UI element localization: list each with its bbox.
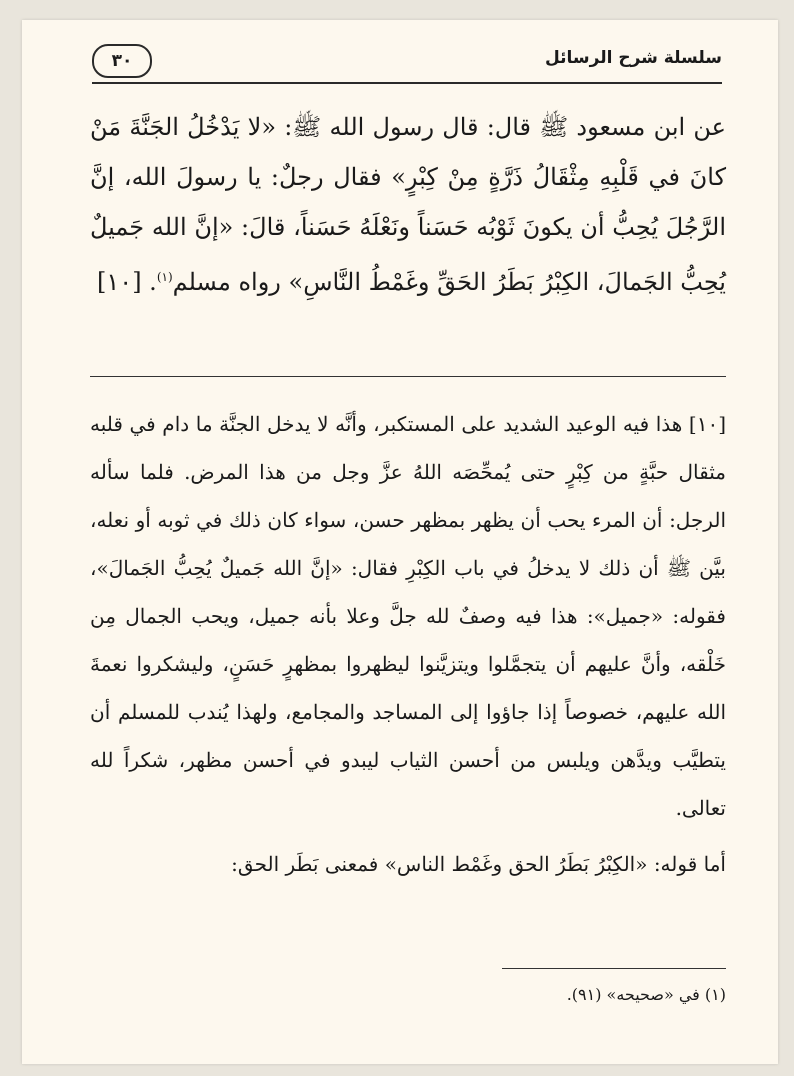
hadith-text-block	[90, 102, 726, 307]
footnote: (١) في «صحيحه» (٩١).	[566, 985, 726, 1004]
hadith-paragraph	[90, 102, 726, 307]
commentary-paragraph: [١٠] هذا فيه الوعيد الشديد على المستكبر، وأنَّه لا يدخل الجنَّة ما دام في قلبه مثقال حبَّةٍ من كِبْرٍ حتى يُمحِّصَه اللهُ عزَّ وجل من هذا المرض. فلما سأله الرجل: أن المرء يحب أن يظهر بمظهر حسن، سواء كان ذلك في ثوبه أو نعله، بيَّن ﷺ أن ذلك لا يدخلُ في باب الكِبْرِ فقال: «إنَّ الله جَميلٌ يُحِبُّ الجَمالَ»، فقوله: «جميل»: هذا فيه وصفٌ لله جلَّ وعلا بأنه جميل، ويحب الجمال مِن خَلْقه، وأنَّ عليهم أن يتجمَّلوا ويتزيَّنوا ليظهروا بمظهرٍ حَسَنٍ، وليشكروا نعمةَ الله عليهم، خصوصاً إذا جاؤوا إلى المساجد والمجامع، ولهذا يُندب للمسلم أن يتطيَّب ويدَّهن ويلبس من أحسن الثياب ليبدو في أحسن مظهر، شكراً لله تعالى.	[90, 412, 726, 820]
page-header	[92, 42, 722, 84]
series-title: سلسلة شرح الرسائل	[544, 48, 722, 68]
hadith-number: . [١٠]	[97, 268, 157, 296]
footnote-rule	[502, 968, 726, 969]
commentary-paragraph: أما قوله: «الكِبْرُ بَطَرُ الحق وغَمْط الناس» فمعنى بَطَر الحق:	[231, 852, 726, 876]
section-divider	[90, 376, 726, 377]
page-number: ٣٠	[92, 44, 152, 78]
footnote-reference: (١)	[156, 270, 173, 284]
commentary-block	[90, 400, 726, 888]
hadith-text: عن ابن مسعود ﷺ قال: قال رسول الله ﷺ: «لا يَدْخُلُ الجَنَّةَ مَنْ كانَ في قَلْبِهِ مِثْقَالُ ذَرَّةٍ مِنْ كِبْرٍ» فقال رجلٌ: يا رسولَ الله، إنَّ الرَّجُلَ يُحِبُّ أن يكونَ ثَوْبُه حَسَناً ونَعْلَهُ حَسَناً، قالَ: «إنَّ الله جَميلٌ يُحِبُّ الجَمالَ، الكِبْرُ بَطَرُ الحَقِّ وغَمْطُ النَّاسِ» رواه مسلم	[90, 113, 726, 296]
book-page	[22, 20, 778, 1064]
